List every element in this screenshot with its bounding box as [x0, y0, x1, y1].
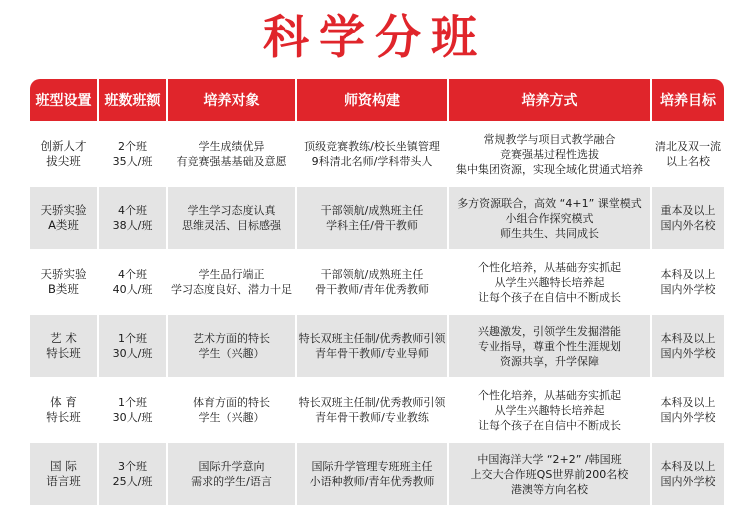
cell-line: 多方资源联合，高效 “4+1” 课堂模式 [457, 196, 642, 210]
cell-faculty [297, 123, 447, 185]
cell-class-type [30, 443, 97, 505]
cell-training-goal [652, 251, 724, 313]
cell-line: 国际升学管理专班班主任 [311, 460, 433, 473]
cell-faculty [297, 315, 447, 377]
cell-line: 3个班 [118, 460, 147, 473]
cell-training-method [449, 187, 650, 249]
header-class-type: 班型设置 [30, 79, 97, 121]
cell-training-method [449, 123, 650, 185]
cell-line: 语言班 [46, 474, 81, 488]
cell-line: 40人/班 [112, 283, 153, 296]
cell-line: 38人/班 [112, 219, 153, 232]
cell-line: 从学生兴趣特长培养起 [494, 275, 605, 289]
header-training-method: 培养方式 [449, 79, 650, 121]
cell-line: 师生共生、共同成长 [500, 226, 599, 240]
cell-training-goal [652, 315, 724, 377]
cell-line: 天骄实验 [40, 203, 87, 217]
cell-target-students [168, 379, 295, 441]
cell-line: 竞赛强基过程性选拔 [500, 147, 599, 161]
cell-class-type [30, 187, 97, 249]
cell-line: 30人/班 [112, 411, 153, 424]
cell-training-method [449, 315, 650, 377]
cell-line: 学习态度良好、潜力十足 [171, 283, 292, 296]
cell-line: 学生（兴趣） [198, 347, 265, 360]
cell-line: 4个班 [118, 268, 147, 281]
cell-training-goal [652, 123, 724, 185]
cell-line: 资源共享，升学保障 [500, 354, 599, 368]
header-faculty: 师资构建 [297, 79, 447, 121]
cell-line: A类班 [48, 218, 79, 232]
cell-class-type [30, 379, 97, 441]
cell-class-size [99, 443, 166, 505]
cell-class-size [99, 187, 166, 249]
header-target-students: 培养对象 [168, 79, 295, 121]
cell-training-method [449, 251, 650, 313]
cell-faculty [297, 443, 447, 505]
cell-faculty [297, 187, 447, 249]
cell-line: 国际升学意向 [198, 460, 265, 473]
cell-faculty [297, 251, 447, 313]
cell-target-students [168, 315, 295, 377]
cell-line: 个性化培养，从基础夯实抓起 [478, 388, 621, 402]
cell-line: 顶级竞赛教练/校长坐镇管理 [304, 140, 440, 153]
cell-training-goal [652, 443, 724, 505]
cell-line: 中国海洋大学 “2+2” /韩国班 [477, 452, 622, 466]
cell-line: 让每个孩子在自信中不断成长 [478, 290, 621, 304]
cell-line: 本科及以上 [660, 460, 716, 473]
cell-line: 专业指导，尊重个性生涯规划 [478, 339, 621, 353]
cell-line: 国内外学校 [660, 347, 716, 360]
cell-line: 本科及以上 [660, 396, 716, 409]
cell-line: 重本及以上 [660, 204, 716, 217]
cell-line: 骨干教师/青年优秀教师 [315, 283, 429, 296]
cell-line: 天骄实验 [40, 267, 87, 281]
cell-training-method [449, 443, 650, 505]
cell-line: 青年骨干教师/专业导师 [315, 347, 429, 360]
cell-line: 思维灵活、目标感强 [182, 219, 281, 232]
cell-training-method [449, 379, 650, 441]
cell-line: B类班 [48, 282, 79, 296]
cell-line: 以上名校 [666, 155, 710, 168]
cell-line: 学科主任/骨干教师 [326, 219, 418, 232]
cell-line: 拔尖班 [46, 154, 81, 168]
cell-line: 本科及以上 [660, 332, 716, 345]
cell-line: 国内外学校 [660, 283, 716, 296]
cell-line: 上交大合作班QS世界前200名校 [470, 467, 629, 481]
cell-target-students [168, 251, 295, 313]
cell-line: 国 际 [50, 459, 77, 473]
cell-class-type [30, 315, 97, 377]
cell-line: 体育方面的特长 [193, 396, 270, 409]
cell-line: 让每个孩子在自信中不断成长 [478, 418, 621, 432]
cell-class-type [30, 123, 97, 185]
cell-training-goal [652, 187, 724, 249]
cell-line: 清北及双一流 [655, 140, 721, 153]
cell-line: 学生成绩优异 [198, 140, 265, 153]
header-training-goal: 培养目标 [652, 79, 724, 121]
class-setup-table [30, 79, 720, 505]
cell-line: 有竞赛强基基础及意愿 [176, 155, 287, 168]
cell-line: 青年骨干教师/专业教练 [315, 411, 429, 424]
cell-line: 特长双班主任制/优秀教师引领 [298, 396, 446, 409]
cell-line: 特长双班主任制/优秀教师引领 [298, 332, 446, 345]
cell-line: 9科清北名师/学科带头人 [311, 155, 433, 168]
cell-line: 特长班 [46, 410, 81, 424]
cell-line: 集中集团资源，实现全域化贯通式培养 [456, 162, 643, 176]
cell-target-students [168, 187, 295, 249]
cell-line: 小语种教师/青年优秀教师 [309, 475, 435, 488]
cell-line: 创新人才 [40, 139, 87, 153]
cell-line: 干部领航/成熟班主任 [320, 268, 424, 281]
cell-line: 35人/班 [112, 155, 153, 168]
cell-line: 体 育 [50, 395, 77, 409]
cell-line: 1个班 [118, 396, 147, 409]
cell-line: 需求的学生/语言 [191, 475, 272, 488]
cell-line: 2个班 [118, 140, 147, 153]
cell-line: 国内外学校 [660, 475, 716, 488]
cell-line: 个性化培养，从基础夯实抓起 [478, 260, 621, 274]
header-class-size: 班数班额 [99, 79, 166, 121]
cell-line: 25人/班 [112, 475, 153, 488]
cell-line: 干部领航/成熟班主任 [320, 204, 424, 217]
cell-line: 4个班 [118, 204, 147, 217]
cell-class-size [99, 315, 166, 377]
cell-line: 1个班 [118, 332, 147, 345]
cell-line: 30人/班 [112, 347, 153, 360]
cell-line: 国内外学校 [660, 411, 716, 424]
cell-line: 学生品行端正 [198, 268, 265, 281]
cell-class-type [30, 251, 97, 313]
cell-class-size [99, 251, 166, 313]
cell-line: 国内外名校 [660, 219, 716, 232]
cell-target-students [168, 123, 295, 185]
cell-line: 本科及以上 [660, 268, 716, 281]
cell-line: 艺 术 [50, 331, 77, 345]
cell-line: 学生（兴趣） [198, 411, 265, 424]
cell-line: 艺术方面的特长 [193, 332, 270, 345]
cell-class-size [99, 123, 166, 185]
page-title: 科学分班 [263, 10, 487, 64]
cell-faculty [297, 379, 447, 441]
cell-class-size [99, 379, 166, 441]
cell-training-goal [652, 379, 724, 441]
cell-line: 兴趣激发，引领学生发掘潜能 [478, 324, 621, 338]
cell-line: 从学生兴趣特长培养起 [494, 403, 605, 417]
cell-line: 小组合作探究模式 [505, 211, 594, 225]
cell-line: 常规教学与项目式教学融合 [483, 132, 616, 146]
cell-line: 特长班 [46, 346, 81, 360]
cell-line: 学生学习态度认真 [187, 204, 276, 217]
cell-target-students [168, 443, 295, 505]
cell-line: 港澳等方向名校 [511, 482, 588, 496]
